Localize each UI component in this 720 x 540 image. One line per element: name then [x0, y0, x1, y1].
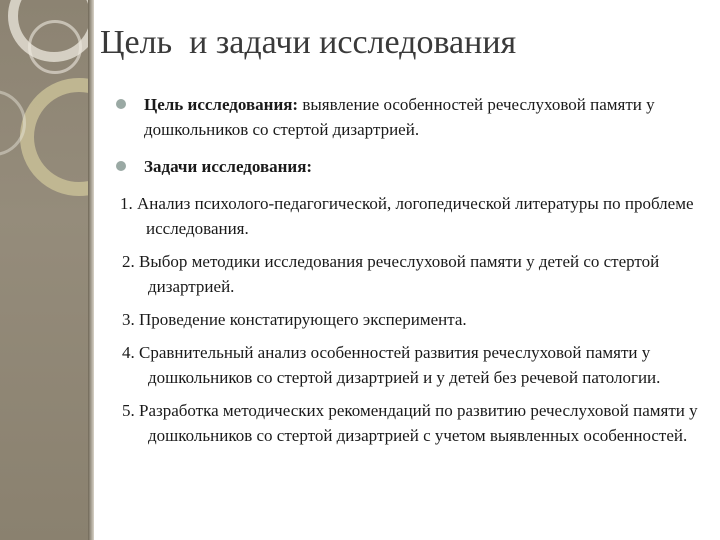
decorative-ring [28, 20, 82, 74]
task-item-5: 5. Разработка методических рекомендаций по развитию речеслуховой памяти у дошкольников со стертой дизартрией с учетом выявленных особенностей. [122, 401, 698, 445]
task-item-4: 4. Сравнительный анализ особенностей развития речеслуховой памяти у дошкольников со стертой дизартрией и у детей без речевой патологии. [122, 343, 661, 387]
task-item-3: 3. Проведение констатирующего эксперимента. [122, 310, 467, 329]
task-item-1: 1. Анализ психолого-педагогической, логопедической литературы по проблеме исследования. [120, 194, 694, 238]
task-item-2: 2. Выбор методики исследования речеслуховой памяти у детей со стертой дизартрией. [122, 252, 660, 296]
tasks-label: Задачи исследования: [144, 157, 313, 176]
goal-label: Цель исследования: [144, 95, 299, 114]
goal-bullet [112, 92, 702, 142]
goal-text: выявление особенностей речеслуховой памяти у дошкольников со стертой дизартрией. [144, 95, 655, 139]
bullet-icon [116, 161, 126, 171]
slide-title: Цель и задачи исследования [100, 24, 517, 61]
tasks-bullet [112, 154, 702, 179]
slide-content [112, 92, 702, 456]
decorative-ring [20, 78, 88, 196]
decorative-sidebar [0, 0, 88, 540]
sidebar-edge [88, 0, 94, 540]
bullet-icon [116, 99, 126, 109]
